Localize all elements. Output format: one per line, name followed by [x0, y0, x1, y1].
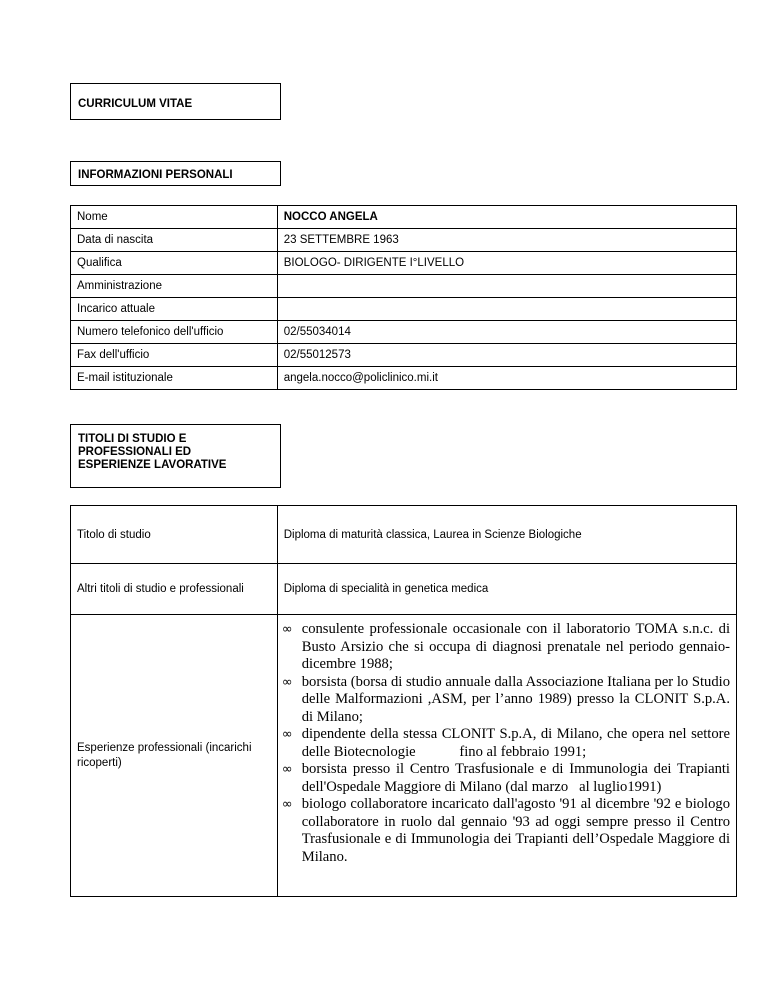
altri-titoli-value: Diploma di specialità in genetica medica: [277, 564, 736, 615]
table-row: [71, 275, 737, 298]
table-row: [71, 367, 737, 390]
infinity-bullet-icon: ∞: [281, 727, 293, 742]
personal-info-table: [70, 205, 737, 390]
table-row: [71, 321, 737, 344]
personal-info-title-box: [70, 161, 281, 186]
row-value-name: NOCCO ANGELA: [277, 206, 736, 229]
infinity-bullet-icon: ∞: [281, 797, 293, 812]
list-item: ∞ borsista presso il Centro Trasfusionale e di Immunologia dei Trapianti dell'Ospedale Maggiore di Milano (dal marzo al luglio1991): [281, 761, 734, 795]
row-value: [277, 298, 736, 321]
titles-section-title-line: ESPERIENZE LAVORATIVE: [78, 459, 227, 471]
list-item: ∞ consulente professionale occasionale con il laboratorio TOMA s.n.c. di Busto Arsizio che si occupa di diagnosi prenatale nel periodo gennaio-dicembre 1988;: [281, 621, 730, 672]
row-label: E-mail istituzionale: [71, 367, 278, 390]
table-row: [71, 229, 737, 252]
row-value: 23 SETTEMBRE 1963: [277, 229, 736, 252]
table-row: [71, 506, 737, 564]
table-row: [71, 252, 737, 275]
table-row: [71, 344, 737, 367]
esperienze-label: Esperienze professionali (incarichi ricoperti): [71, 615, 278, 897]
list-item: ∞ borsista (borsa di studio annuale dalla Associazione Italiana per lo Studio delle Malformazioni ,ASM, per l’anno 1989) presso la CLONIT S.p.A. di Milano;: [281, 673, 730, 725]
esperienze-list: [281, 621, 734, 866]
row-label: Fax dell'ufficio: [71, 344, 278, 367]
titles-section-title-box: [70, 424, 281, 488]
row-value: angela.nocco@policlinico.mi.it: [277, 367, 736, 390]
row-value: 02/55034014: [277, 321, 736, 344]
titolo-label: Titolo di studio: [71, 506, 278, 564]
infinity-bullet-icon: ∞: [281, 622, 293, 637]
titles-section-title-line: PROFESSIONALI ED: [78, 446, 192, 458]
list-item: ∞ biologo collaboratore incaricato dall'agosto '91 al dicembre '92 e biologo collaboratore in ruolo dal gennaio '93 ad oggi sempre presso il Centro Trasfusionale e di Immunologia dei Trapianti dell’Ospedale Maggiore di Milano.: [281, 796, 730, 865]
table-row: [71, 615, 737, 897]
row-label: Data di nascita: [71, 229, 278, 252]
row-label: Qualifica: [71, 252, 278, 275]
cv-title-box: [70, 83, 281, 120]
altri-titoli-label: Altri titoli di studio e professionali: [71, 564, 278, 615]
row-label: Nome: [71, 206, 278, 229]
titolo-value: Diploma di maturità classica, Laurea in Scienze Biologiche: [277, 506, 736, 564]
row-value: 02/55012573: [277, 344, 736, 367]
cv-title: CURRICULUM VITAE: [78, 98, 193, 110]
infinity-bullet-icon: ∞: [281, 674, 293, 690]
row-label: Incarico attuale: [71, 298, 278, 321]
table-row: [71, 564, 737, 615]
row-value: [277, 275, 736, 298]
row-label: Numero telefonico dell'ufficio: [71, 321, 278, 344]
esperienze-cell: [277, 615, 736, 897]
table-row: [71, 206, 737, 229]
personal-info-title: INFORMAZIONI PERSONALI: [78, 169, 233, 181]
infinity-bullet-icon: ∞: [281, 762, 293, 777]
table-row: [71, 298, 737, 321]
titles-section-title-line: TITOLI DI STUDIO E: [78, 433, 187, 445]
list-item: ∞ dipendente della stessa CLONIT S.p.A, di Milano, che opera nel settore delle Biotecnologie fino al febbraio 1991;: [281, 726, 734, 760]
row-label: Amministrazione: [71, 275, 278, 298]
row-value: BIOLOGO- DIRIGENTE I°LIVELLO: [277, 252, 736, 275]
education-table: [70, 505, 737, 897]
